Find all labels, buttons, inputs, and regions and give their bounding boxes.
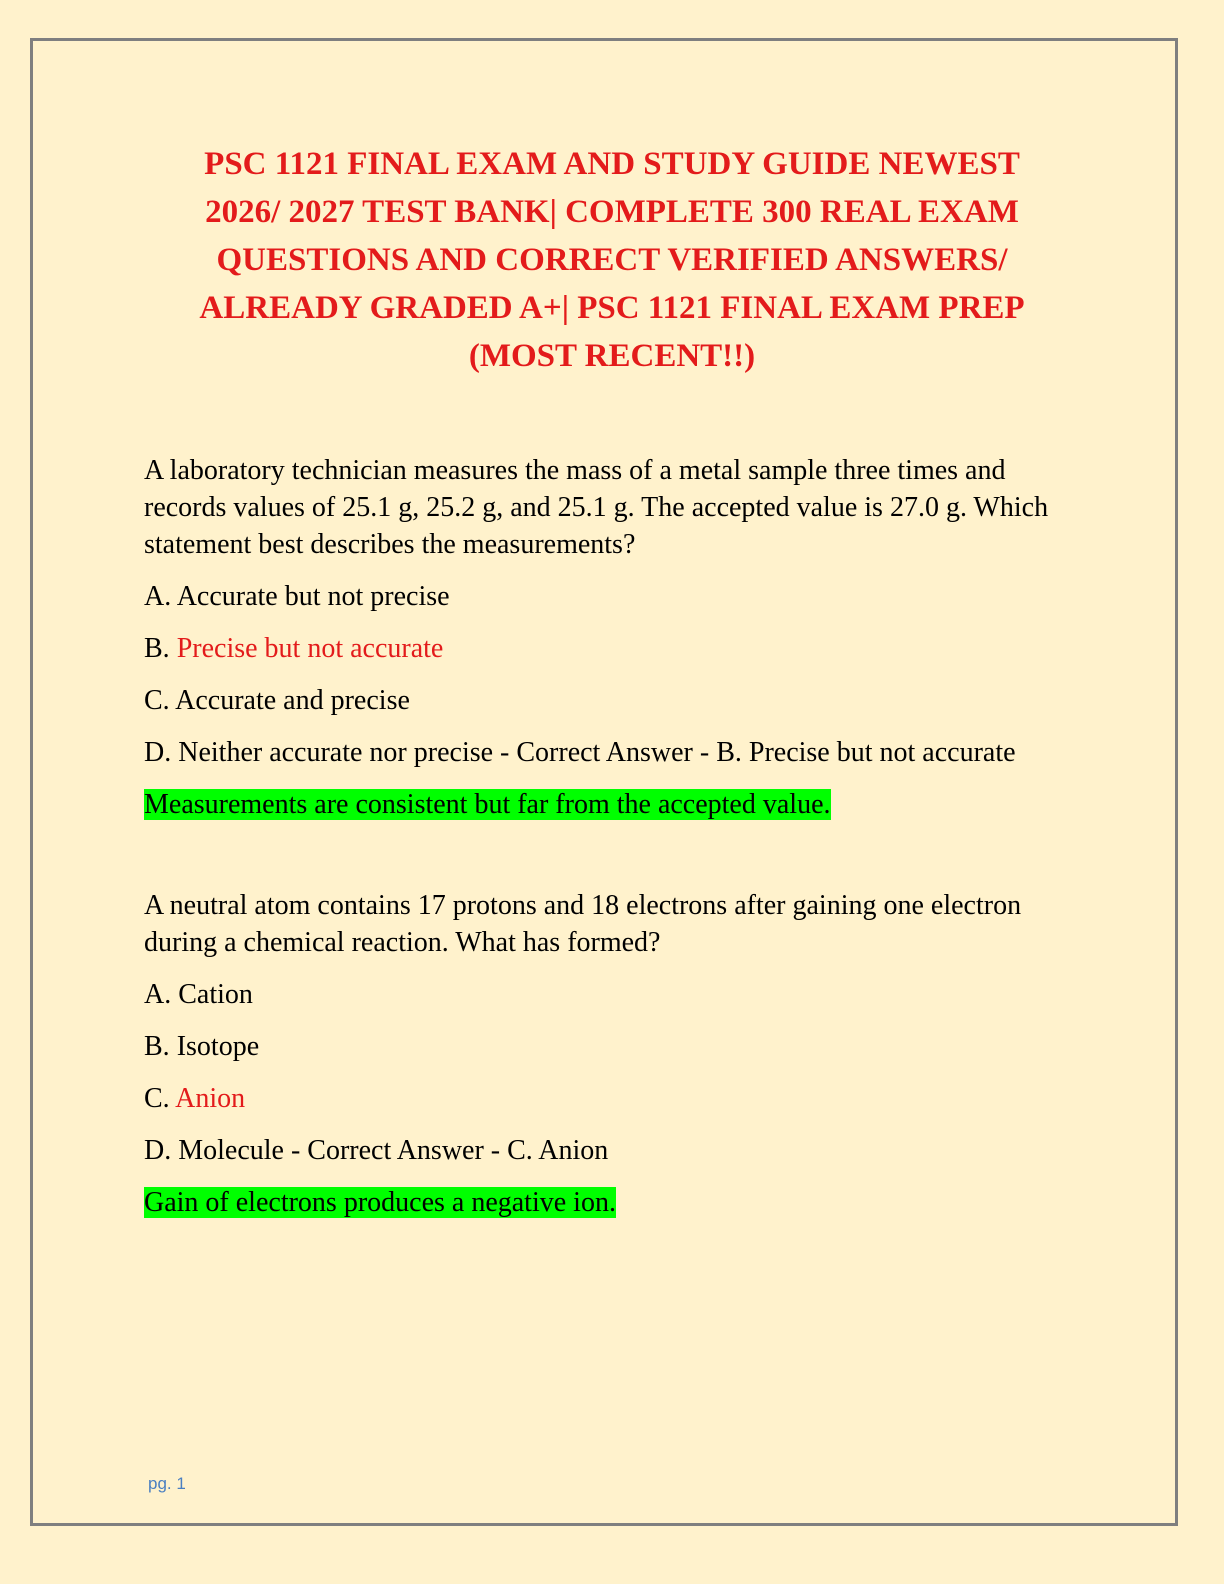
option-d (144, 1132, 1084, 1169)
title-line: 2026/ 2027 TEST BANK| COMPLETE 300 REAL EXAM (205, 194, 1019, 230)
option-b (144, 630, 1084, 667)
question-stem: A neutral atom contains 17 protons and 18 electrons after gaining one electron during a chemical reaction. What has formed? (144, 890, 1022, 958)
document-body (144, 452, 1084, 1221)
explanation (144, 786, 1084, 823)
option-c (144, 682, 1084, 719)
correct-option-text: Precise but not accurate (176, 633, 444, 664)
page-number: pg. 1 (148, 1474, 186, 1493)
option-prefix: D. (144, 1135, 179, 1166)
question-block (144, 452, 1084, 823)
option-text: Neither accurate nor precise - Correct Answer - B. Precise but not accurate (178, 737, 1016, 768)
title-line: QUESTIONS AND CORRECT VERIFIED ANSWERS/ (216, 242, 1008, 278)
question-block (144, 887, 1084, 1221)
highlighted-explanation: Gain of electrons produces a negative ion. (144, 1187, 616, 1218)
explanation (144, 1184, 1084, 1221)
option-b (144, 1028, 1084, 1065)
correct-option-text: Anion (175, 1083, 246, 1114)
title-line: ALREADY GRADED A+| PSC 1121 FINAL EXAM PREP (199, 290, 1025, 326)
option-text: Molecule - Correct Answer - C. Anion (178, 1135, 609, 1166)
option-text: Accurate and precise (175, 685, 410, 716)
option-text: Accurate but not precise (176, 581, 450, 612)
title-line: (MOST RECENT!!) (468, 338, 756, 374)
option-prefix: D. (144, 737, 179, 768)
option-c (144, 1080, 1084, 1117)
option-a (144, 578, 1084, 615)
option-d (144, 734, 1084, 771)
option-prefix: B. (144, 1031, 177, 1062)
option-prefix: C. (144, 1083, 176, 1114)
option-text: Isotope (176, 1031, 260, 1062)
title-line: PSC 1121 FINAL EXAM AND STUDY GUIDE NEWEST (204, 146, 1020, 182)
option-text: Cation (178, 979, 253, 1010)
document-title (120, 140, 1104, 380)
option-a (144, 976, 1084, 1013)
option-prefix: A. (144, 979, 179, 1010)
highlighted-explanation: Measurements are consistent but far from the accepted value. (144, 789, 831, 820)
option-prefix: C. (144, 685, 176, 716)
spacer (144, 823, 1084, 887)
option-prefix: A. (144, 581, 177, 612)
option-prefix: B. (144, 633, 177, 664)
question-stem: A laboratory technician measures the mass of a metal sample three times and records values of 25.1 g, 25.2 g, and 25.1 g. The accepted value is 27.0 g. Which statement best describes the measurements? (144, 455, 1049, 560)
